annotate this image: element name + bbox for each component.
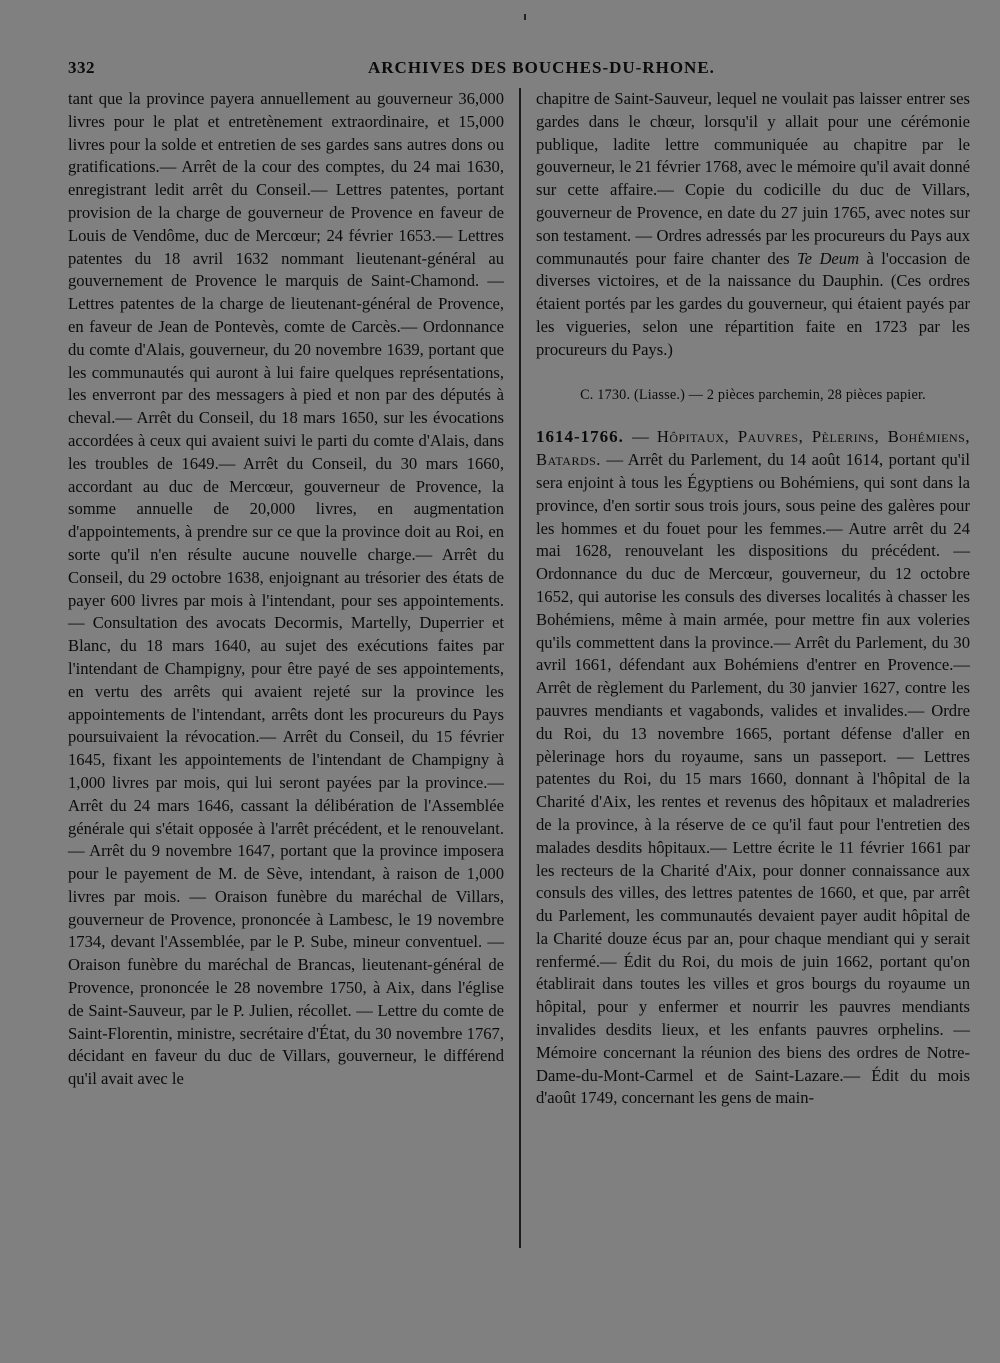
continued-text-part2: à l'occasion de diverses victoires, et de la naissance du Dauphin. (Ces ordres étaient portés par les gardes du gouverneur, qui étaient payés par les vigueries, selon une répartition faite en 1723 par les procureurs du Pays.) [536,248,970,359]
page-number: 332 [68,58,95,77]
entry-text: — Arrêt du Parlement, du 14 août 1614, portant qu'il sera enjoint à tous les Égyptiens ou Bohémiens, qui sont dans la province, d'en sortir sous trois jours, sous peine des galères pour les hommes et du fouet pour les femmes.— Autre arrêt du 24 mai 1628, renouvelant les dispositions du précédent. — Ordonnance du duc de Mercœur, gouverneur, du 12 octobre 1652, qui autorise les consuls des diverses localités à chasser les Bohémiens, même à main armée, pour mettre fin aux voleries qu'ils commettent dans la province.— Arrêt du Parlement, du 30 avril 1661, défendant aux Bohémiens d'entrer en Provence.— Arrêt de règlement du Parlement, du 30 janvier 1627, contre les pauvres mendiants et vagabonds, valides et invalides.— Ordre du Roi, du 13 novembre 1665, portant défense d'aller en pèlerinage hors du royaume, sans un passeport. — Lettres patentes du Roi, du 15 mars 1660, donnant à l'hôpital de la Charité d'Aix, les rentes et revenus des hôpitaux et maladreries de la province, à la réserve de ce qu'il faut pour l'entretien des malades desdits hôpitaux.— Lettre écrite le 11 février 1661 par les recteurs de la Charité d'Aix, pour donner connaissance aux consuls des villes, des lettres patentes de 1660, et que, par arrêt du Parlement, les communautés devaient payer audit hôpital de la Charité douze écus par an, pour chaque mendiant qui y serait renfermé.— Édit du Roi, du mois de juin 1662, portant qu'on établirait dans toutes les villes et gros bourgs du royaume un hôpital, pour y enfermer et nourrir les pauvres mendiants invalides desdits lieux, et les enfants pauvres orphelins. — Mémoire concernant la réunion des biens des ordres de Notre-Dame-du-Mont-Carmel et de Saint-Lazare.— Édit du mois d'août 1749, concernant les gens de main- [536,450,970,1108]
continued-text-part1: chapitre de Saint-Sauveur, lequel ne voulait pas laisser entrer ses gardes dans le chœur, lorsqu'il y allait pour une cérémonie publique, ladite lettre communiquée au chapitre par le gouverneur, le 21 février 1768, avec le mémoire qu'il avait donné sur cette affaire.— Copie du codicille du duc de Villars, gouverneur de Provence, en date du 27 juin 1765, avec notes sur son testament. — Ordres adressés par les procureurs du Pays aux communautés pour faire chanter des [536,89,970,268]
running-title: ARCHIVES DES BOUCHES-DU-RHONE. [368,58,715,77]
archive-stats-line: C. 1730. (Liasse.) — 2 pièces parchemin, 28 pièces papier. [580,386,926,403]
entry-subjects: Hôpitaux, Pauvres, Pèlerins, Bohémiens, Batards. [536,427,971,470]
scan-mark [524,14,526,20]
entry-dash: — [623,427,657,447]
left-column [68,88,504,1091]
continued-text-italic: Te Deum [796,248,860,268]
page-header [68,58,973,82]
left-column-text: tant que la province payera annuellement au gouverneur 36,000 livres pour le plat et entretènement extraordinaire, et 15,000 livres pour la solde et entretien de ses gardes sans autres dons ou gratifications.— Arrêt de la cour des comptes, du 24 mai 1630, enregistrant ledit arrêt du Conseil.— Lettres patentes, portant provision de la charge de gouverneur de Provence en faveur de Louis de Vendôme, duc de Mercœur; 24 février 1653.— Lettres patentes du 18 avril 1632 nommant lieutenant-général au gouvernement de Provence le marquis de Saint-Chamond. — Lettres patentes de la charge de lieutenant-général de Provence, en faveur de Jean de Pontevès, comte de Carcès.— Ordonnance du comte d'Alais, gouverneur, du 20 novembre 1639, portant que les communautés qui auront à lui faire quelques représentations, les enverront par des messagers à pied et non par des députés à cheval.— Arrêt du Conseil, du 18 mars 1650, sur les évocations accordées à ceux qui avaient suivi le parti du comte d'Alais, dans les troubles de 1649.— Arrêt du Conseil, du 30 mars 1660, accordant au duc de Mercœur, gouverneur de Provence, la somme annuelle de 20,000 livres, en augmentation d'appointements, à prendre sur ce que la province doit au Roi, en sorte qu'il n'en résulte aucune nouvelle charge.— Arrêt du Conseil, du 29 octobre 1638, enjoignant au trésorier des états de payer 600 livres par mois à l'intendant, pour ses appointements.— Consultation des avocats Decormis, Martelly, Duperrier et Blanc, du 18 mars 1640, au sujet des exécutions faites par l'intendant de Champigny, pour être payé de ses appointements, en vertu des arrêts qui avaient rejeté sur la province les appointements de l'intendant, arrêts dont les procureurs du Pays poursuivaient la révocation.— Arrêt du Conseil, du 15 février 1645, fixant les appointements de l'intendant de Champigny à 1,000 livres par mois, qui lui seront payées par la province.— Arrêt du 24 mars 1646, cassant la délibération de l'Assemblée générale qui s'était opposée à l'arrêt précédent, et le renouvelant.— Arrêt du 9 novembre 1647, portant que la province imposera pour le payement de M. de Sève, intendant, à raison de 1,000 livres par mois. — Oraison funèbre du maréchal de Villars, gouverneur de Provence, prononcée à Lambesc, le 19 novembre 1734, devant l'Assemblée, par le P. Sube, mineur conventuel. — Oraison funèbre du maréchal de Brancas, lieutenant-général de Provence, prononcée le 28 novembre 1750, à Aix, dans l'église de Saint-Sauveur, par le P. Julien, récollet. — Lettre du comte de Saint-Florentin, ministre, secrétaire d'État, du 30 novembre 1767, décidant en faveur du duc de Villars, gouverneur, le différend qu'il avait avec le [68,89,504,1089]
continued-entry [536,88,970,362]
archive-entry [536,426,970,1110]
right-column [536,88,970,1110]
column-divider [519,88,521,1248]
entry-date: 1614-1766. [536,427,624,447]
